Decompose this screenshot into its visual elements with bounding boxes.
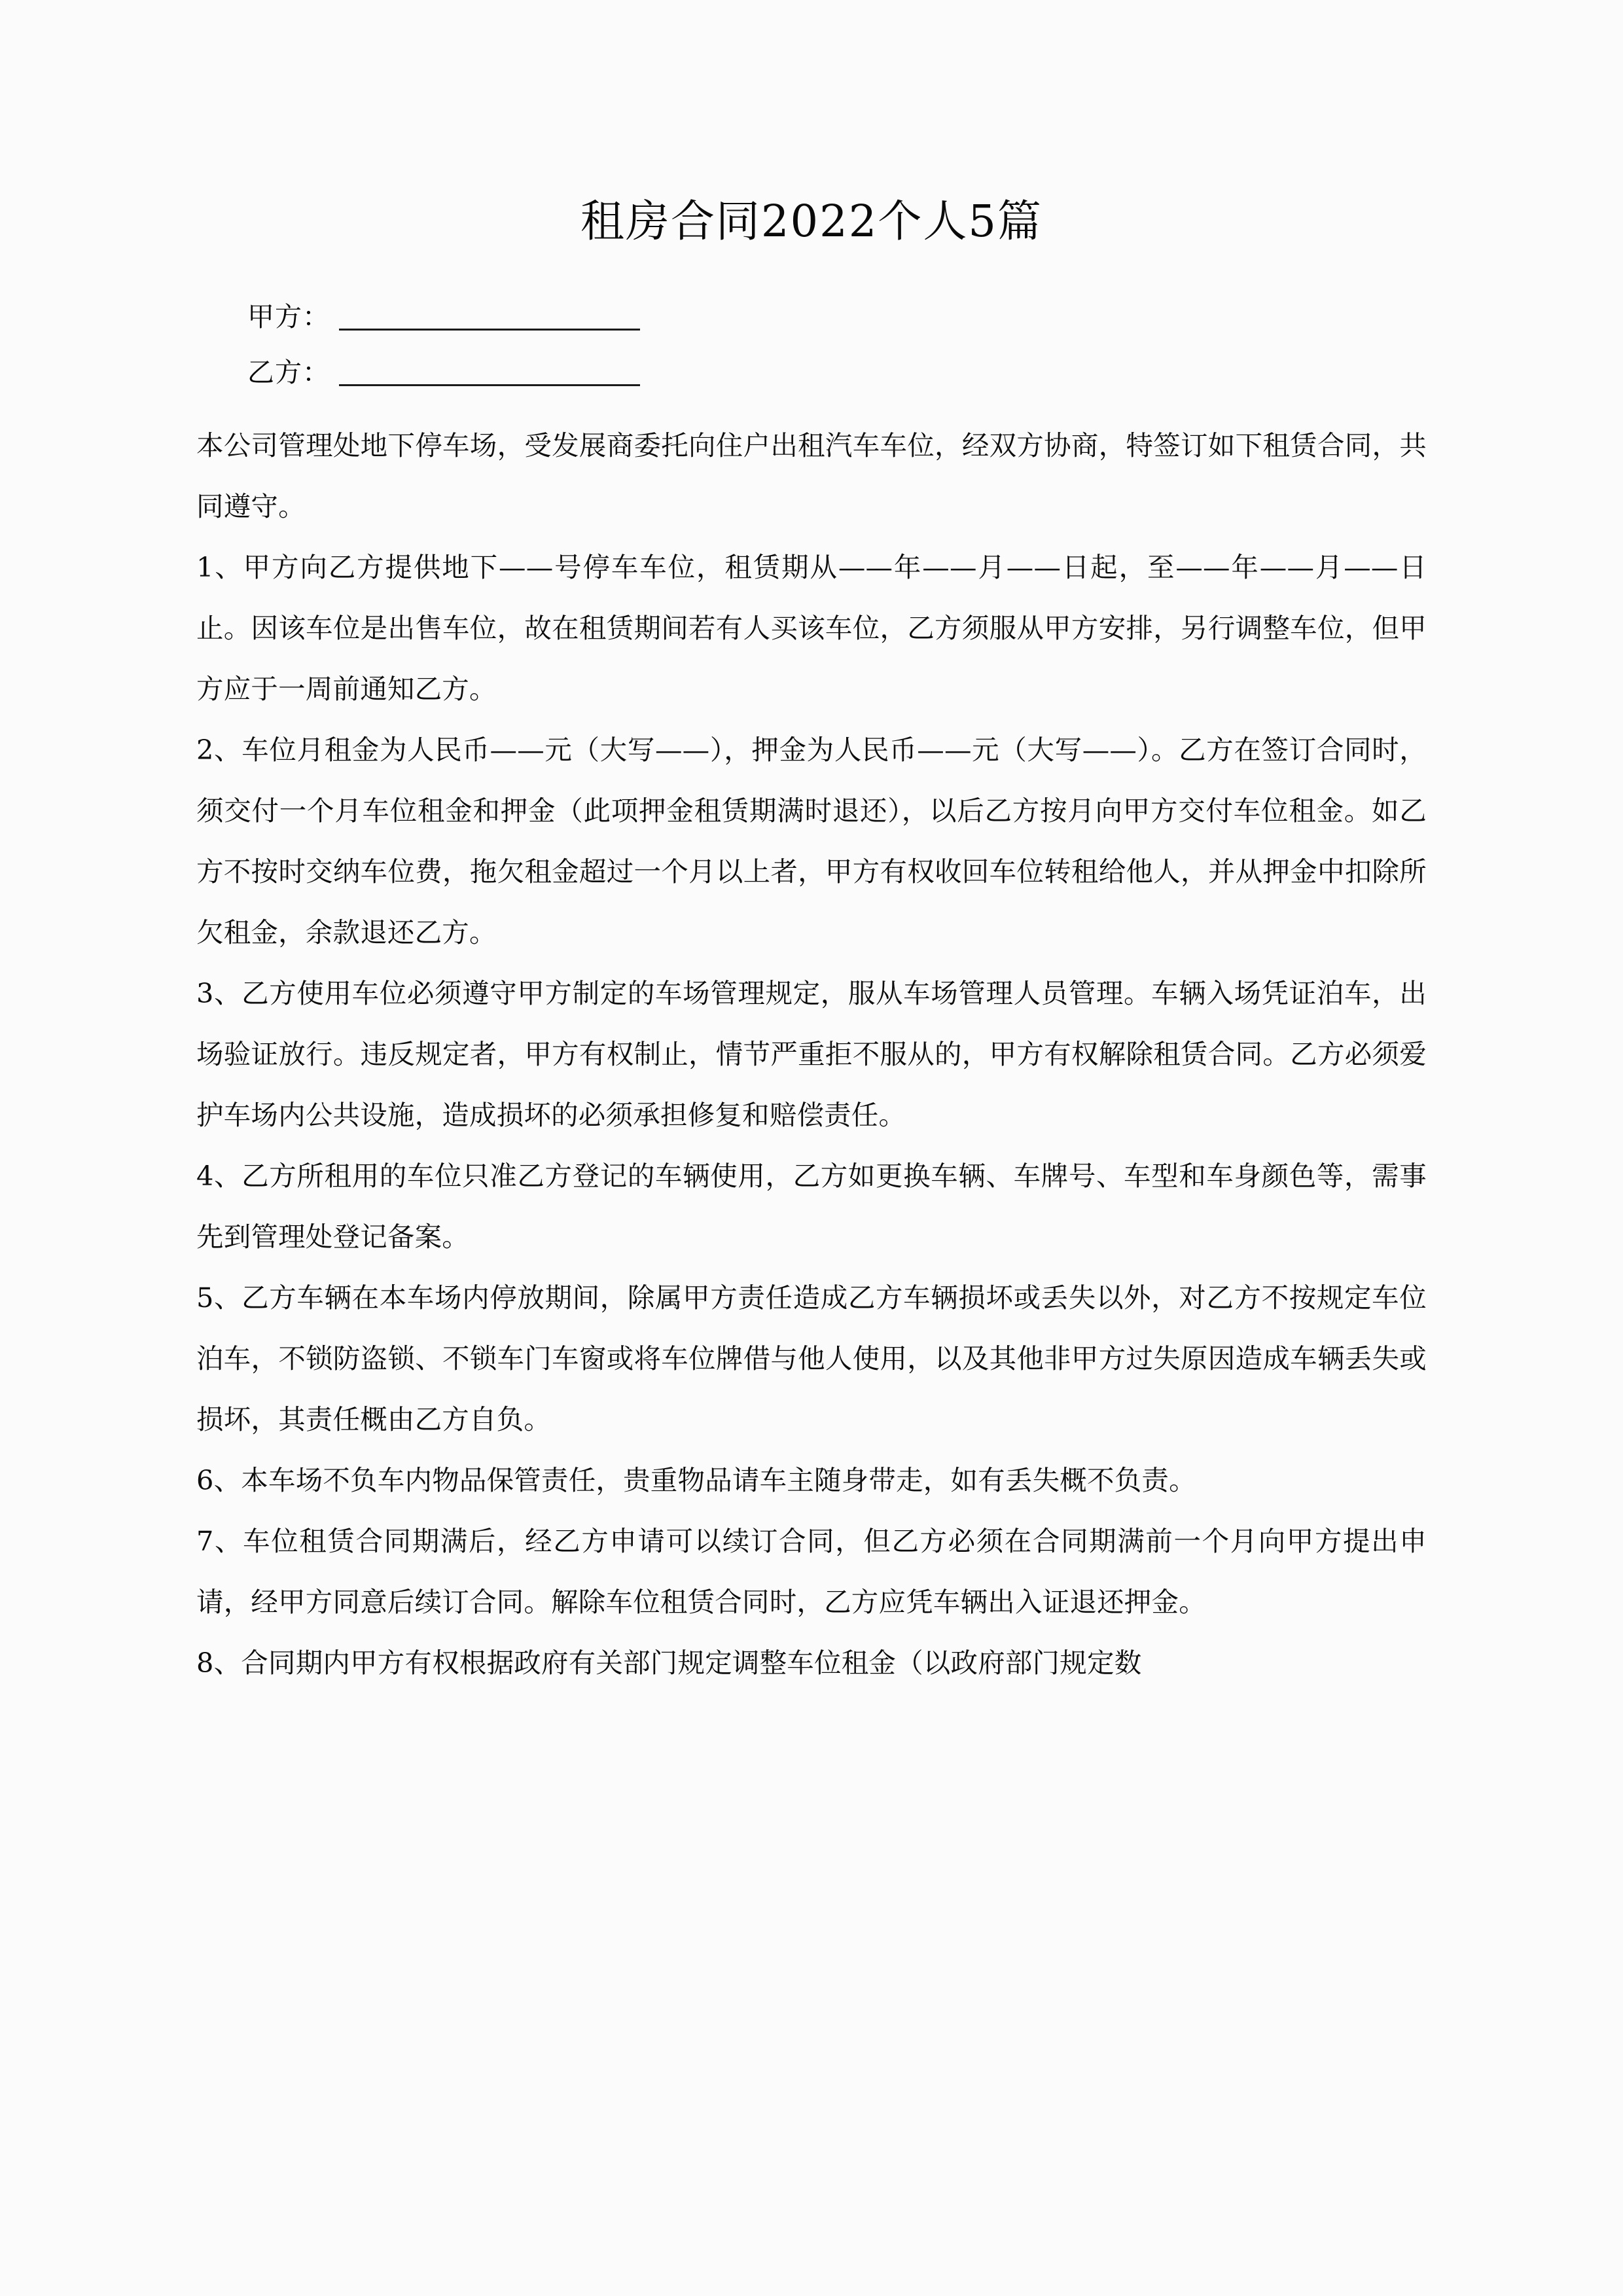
party-label-first: 甲方： xyxy=(247,301,330,333)
contract-paragraph: 3、乙方使用车位必须遵守甲方制定的车场管理规定，服从车场管理人员管理。车辆入场凭证泊车，出场验证放行。违反规定者，甲方有权制止，情节严重拒不服从的，甲方有权解除租赁合同。乙方必须爱护车场内公共设施，造成损坏的必须承担修复和赔偿责任。 xyxy=(196,977,1427,1132)
party-fields xyxy=(196,301,1427,389)
party-row-second xyxy=(247,357,1427,389)
party-row-first xyxy=(247,301,1427,333)
party-label-second: 乙方： xyxy=(247,357,330,389)
contract-paragraph: 7、车位租赁合同期满后，经乙方申请可以续订合同，但乙方必须在合同期满前一个月向甲方提出申请，经甲方同意后续订合同。解除车位租赁合同时，乙方应凭车辆出入证退还押金。 xyxy=(196,1525,1427,1619)
document-content xyxy=(196,0,1427,1693)
contract-paragraph: 5、乙方车辆在本车场内停放期间，除属甲方责任造成乙方车辆损坏或丢失以外，对乙方不按规定车位泊车，不锁防盗锁、不锁车门车窗或将车位牌借与他人使用，以及其他非甲方过失原因造成车辆丢失或损坏，其责任概由乙方自负。 xyxy=(196,1282,1427,1436)
contract-paragraph: 1、甲方向乙方提供地下——号停车车位，租赁期从——年——月——日起，至——年——月——日止。因该车位是出售车位，故在租赁期间若有人买该车位，乙方须服从甲方安排，另行调整车位，但甲方应于一周前通知乙方。 xyxy=(196,551,1427,706)
party-value-second-blank[interactable] xyxy=(339,362,640,386)
page-title: 租房合同2022个人5篇 xyxy=(580,196,1043,247)
contract-paragraph: 8、合同期内甲方有权根据政府有关部门规定调整车位租金（以政府部门规定数 xyxy=(196,1647,1142,1679)
contract-paragraph: 6、本车场不负车内物品保管责任，贵重物品请车主随身带走，如有丢失概不负责。 xyxy=(196,1464,1196,1497)
contract-paragraph: 2、车位月租金为人民币——元（大写——），押金为人民币——元（大写——）。乙方在签订合同时，须交付一个月车位租金和押金（此项押金租赁期满时退还），以后乙方按月向甲方交付车位租金。如乙方不按时交纳车位费，拖欠租金超过一个月以上者，甲方有权收回车位转租给他人，并从押金中扣除所欠租金，余款退还乙方。 xyxy=(196,734,1427,949)
contract-paragraph: 4、乙方所租用的车位只准乙方登记的车辆使用，乙方如更换车辆、车牌号、车型和车身颜色等，需事先到管理处登记备案。 xyxy=(196,1160,1427,1253)
party-value-first-blank[interactable] xyxy=(339,306,640,331)
contract-body xyxy=(196,415,1427,1693)
contract-paragraph: 本公司管理处地下停车场，受发展商委托向住户出租汽车车位，经双方协商，特签订如下租赁合同，共同遵守。 xyxy=(196,429,1427,523)
